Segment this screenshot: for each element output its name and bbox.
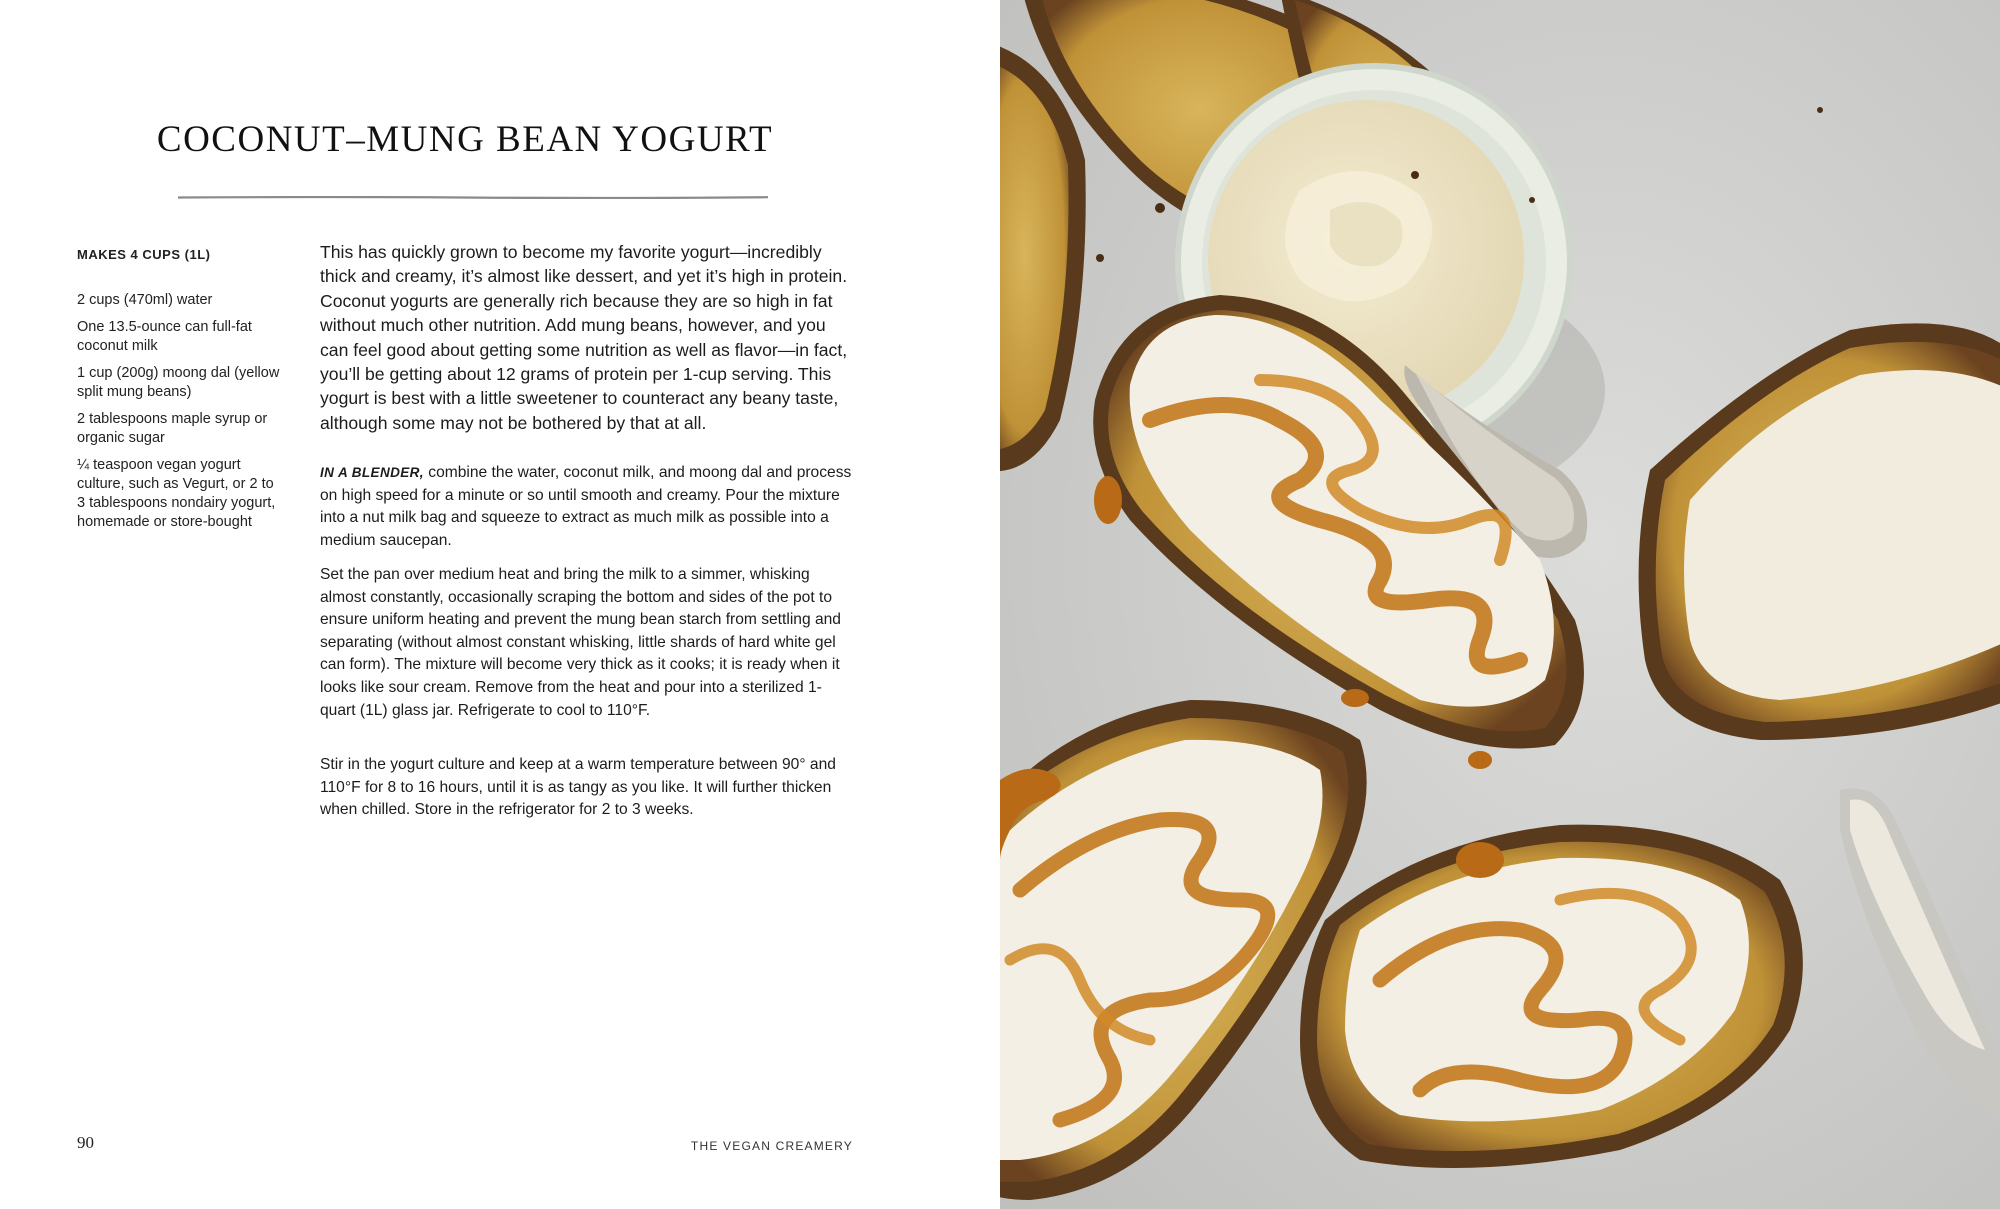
recipe-title: COCONUT–MUNG BEAN YOGURT — [156, 119, 774, 160]
ingredient-item: ¼ teaspoon vegan yogurt culture, such as Vegurt, or 2 to 3 tablespoons nondairy yogurt, homemade or store-bought — [77, 457, 276, 530]
page-number: 90 — [77, 1133, 94, 1152]
recipe-intro: This has quickly grown to become my favorite yogurt—incredibly thick and creamy, it’s almost like dessert, and yet it’s high in protein. Coconut yogurts are generally rich because they are so high in fat without much other nutrition. Add mung beans, however, and you can feel good about getting some nutrition as well as flavor—in fact, you’ll be getting about 12 grams of protein per 1-cup serving. This yogurt is best with a little sweetener to counteract any beany taste, although some may not be bothered by that at all. — [320, 242, 848, 433]
food-photo — [1000, 0, 2000, 1209]
ingredient-item: One 13.5-ounce can full-fat coconut milk — [77, 319, 252, 354]
method-step-3 — [320, 754, 855, 822]
title-rule — [178, 196, 768, 199]
step-lead-in: IN A BLENDER, — [320, 465, 424, 480]
ingredient-item: 2 tablespoons maple syrup or organic sugar — [77, 411, 268, 446]
method-step-1 — [320, 462, 855, 552]
recipe-yield: MAKES 4 CUPS (1L) — [77, 247, 211, 262]
step-text: Stir in the yogurt culture and keep at a warm temperature between 90° and 110°F for 8 to 16 hours, until it is as tangy as you like. It will further thicken when chilled. Store in the refrigerator for 2 to 3 weeks. — [320, 756, 836, 819]
ingredient-item: 2 cups (470ml) water — [77, 292, 213, 308]
ingredient-list — [77, 291, 282, 540]
step-text: Set the pan over medium heat and bring the milk to a simmer, whisking almost constantly, occasionally scraping the bottom and sides of the pot to ensure uniform heating and prevent the mung bean starch from settling and separating (without almost constant whisking, little shards of hard white gel can form). The mixture will become very thick as it cooks; it is ready when it looks like sour cream. Remove from the heat and pour into a sterilized 1-quart (1L) glass jar. Refrigerate to cool to 110°F. — [320, 566, 841, 719]
yogurt-toast-photo — [1000, 0, 2000, 1209]
ingredient-item: 1 cup (200g) moong dal (yellow split mung beans) — [77, 365, 280, 400]
method-step-2 — [320, 564, 855, 722]
step-text: combine the water, coconut milk, and moong dal and process on high speed for a minute or so until smooth and creamy. Pour the mixture into a nut milk bag and squeeze to extract as much milk as possible into a medium saucepan. — [320, 464, 852, 549]
running-head: THE VEGAN CREAMERY — [690, 1139, 853, 1153]
